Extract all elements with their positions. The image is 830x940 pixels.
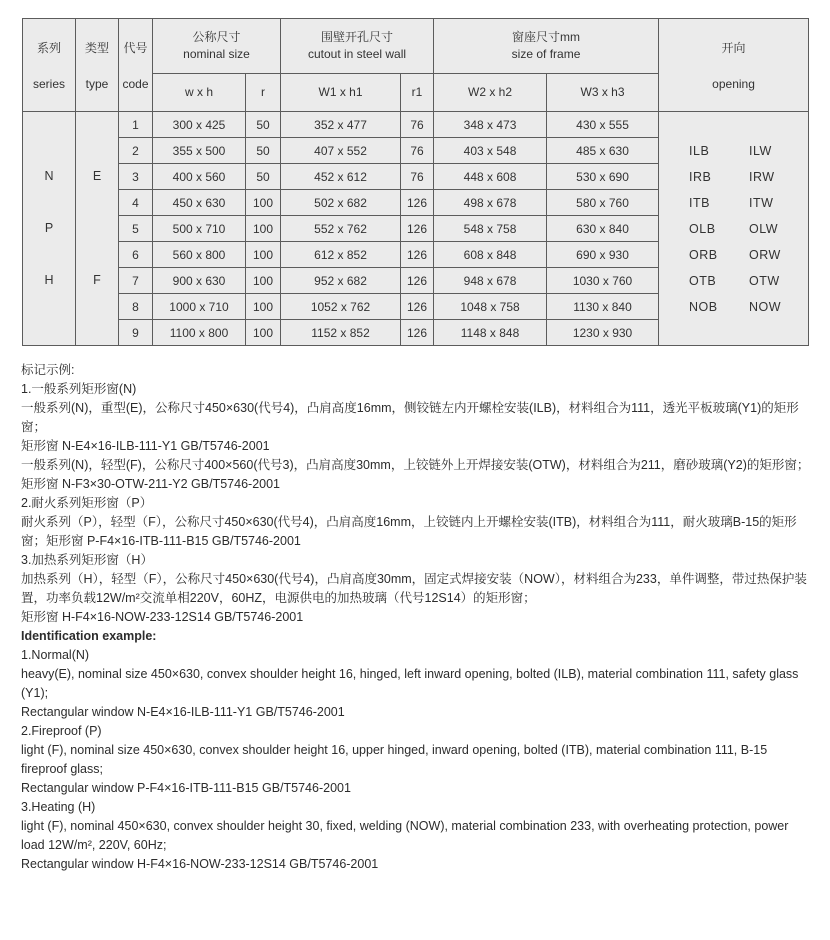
opening-code: ITW bbox=[749, 196, 774, 210]
cell-r1: 126 bbox=[401, 242, 434, 268]
note-line-en: Rectangular window N-E4×16-ILB-111-Y1 GB/T5746-2001 bbox=[21, 705, 345, 719]
cell-r: 100 bbox=[246, 190, 281, 216]
header-code-zh: 代号 bbox=[123, 41, 148, 56]
opening-code: IRW bbox=[749, 170, 775, 184]
cell-wh: 500 x 710 bbox=[153, 216, 246, 242]
opening-code: OLW bbox=[749, 222, 779, 236]
cell-r1: 76 bbox=[401, 112, 434, 138]
opening-code: OLB bbox=[689, 222, 716, 236]
type-cell bbox=[76, 112, 119, 346]
cell-code: 4 bbox=[119, 190, 153, 216]
cell-w1h1: 952 x 682 bbox=[281, 268, 401, 294]
opening-code: OTW bbox=[749, 274, 780, 288]
cell-r1: 126 bbox=[401, 216, 434, 242]
note-line-zh: 标记示例: bbox=[21, 363, 75, 377]
cell-w3h3: 1230 x 930 bbox=[547, 320, 659, 346]
cell-w2h2: 948 x 678 bbox=[434, 268, 547, 294]
header-frame-zh: 窗座尺寸mm bbox=[512, 29, 581, 44]
note-line-zh: 一般系列(N)，轻型(F)，公称尺寸400×560(代号3)，凸肩高度30mm，上铰链外上开焊接安装(OTW)，材料组合为211，磨砂玻璃(Y2)的矩形窗； bbox=[21, 458, 810, 472]
note-line-zh: 3.加热系列矩形窗（H） bbox=[21, 553, 153, 567]
note-line-en: Rectangular window H-F4×16-NOW-233-12S14 GB/T5746-2001 bbox=[21, 857, 379, 871]
opening-code: NOB bbox=[689, 300, 718, 314]
cell-code: 7 bbox=[119, 268, 153, 294]
cell-w1h1: 1152 x 852 bbox=[281, 320, 401, 346]
opening-code: OTB bbox=[689, 274, 717, 288]
cell-wh: 300 x 425 bbox=[153, 112, 246, 138]
table-header-row-groups bbox=[23, 19, 809, 74]
header-nominal-zh: 公称尺寸 bbox=[192, 29, 241, 44]
cell-w1h1: 352 x 477 bbox=[281, 112, 401, 138]
subheader-r: r bbox=[246, 73, 281, 111]
note-line-zh: 2.耐火系列矩形窗（P） bbox=[21, 496, 153, 510]
header-frame-size bbox=[434, 19, 659, 74]
header-series-zh: 系列 bbox=[36, 41, 61, 56]
cell-wh: 355 x 500 bbox=[153, 138, 246, 164]
header-opening bbox=[659, 19, 809, 112]
cell-w2h2: 608 x 848 bbox=[434, 242, 547, 268]
cell-wh: 560 x 800 bbox=[153, 242, 246, 268]
cell-code: 1 bbox=[119, 112, 153, 138]
opening-code: IRB bbox=[689, 170, 712, 184]
header-cutout bbox=[281, 19, 434, 74]
series-label-h: H bbox=[44, 273, 54, 287]
opening-code: ILW bbox=[749, 144, 772, 158]
cell-r: 50 bbox=[246, 112, 281, 138]
window-spec-table bbox=[22, 18, 809, 346]
note-line-en: light (F), nominal size 450×630, convex shoulder height 16, upper hinged, inward opening, bolted (ITB), material combination 111, B-15 fireproof glass; bbox=[21, 743, 768, 776]
note-line-zh: 加热系列（H），轻型（F），公称尺寸450×630(代号4)，凸肩高度30mm，固定式焊接安装（NOW），材料组合为233，单件调整，带过热保护装置，功率负载12W/m²交流单相220V，60HZ，电源供电的加热玻璃（代号12S14）的矩形窗； bbox=[21, 572, 807, 605]
cell-r1: 126 bbox=[401, 268, 434, 294]
cell-w3h3: 530 x 690 bbox=[547, 164, 659, 190]
cell-r: 100 bbox=[246, 242, 281, 268]
header-cutout-zh: 围壁开孔尺寸 bbox=[321, 29, 394, 44]
note-line-en: 2.Fireproof (P) bbox=[21, 724, 102, 738]
cell-w2h2: 1048 x 758 bbox=[434, 294, 547, 320]
note-line-en: light (F), nominal 450×630, convex shoulder height 30, fixed, welding (NOW), material combination 233, with overheating protection, power load 12W/m², 220V, 60Hz; bbox=[21, 819, 789, 852]
cell-w2h2: 403 x 548 bbox=[434, 138, 547, 164]
note-line-en: Rectangular window P-F4×16-ITB-111-B15 GB/T5746-2001 bbox=[21, 781, 351, 795]
cell-w2h2: 448 x 608 bbox=[434, 164, 547, 190]
note-line-zh: 矩形窗 N-F3×30-OTW-211-Y2 GB/T5746-2001 bbox=[21, 477, 281, 491]
cell-wh: 1000 x 710 bbox=[153, 294, 246, 320]
header-type-zh: 类型 bbox=[84, 41, 109, 56]
notes-section bbox=[21, 361, 813, 874]
header-nominal-en: nominal size bbox=[183, 46, 250, 61]
series-label-p: P bbox=[44, 221, 54, 235]
cell-w1h1: 612 x 852 bbox=[281, 242, 401, 268]
opening-bolted-list bbox=[689, 138, 718, 320]
cell-w3h3: 580 x 760 bbox=[547, 190, 659, 216]
cell-w3h3: 485 x 630 bbox=[547, 138, 659, 164]
opening-code: ORB bbox=[689, 248, 718, 262]
cell-w2h2: 348 x 473 bbox=[434, 112, 547, 138]
cell-w1h1: 407 x 552 bbox=[281, 138, 401, 164]
cell-wh: 400 x 560 bbox=[153, 164, 246, 190]
cell-w3h3: 430 x 555 bbox=[547, 112, 659, 138]
cell-r1: 76 bbox=[401, 138, 434, 164]
header-type bbox=[76, 19, 119, 112]
note-line-en: heavy(E), nominal size 450×630, convex shoulder height 16, hinged, left inward opening, bolted (ILB), material combination 111, safety glass (Y1); bbox=[21, 667, 799, 700]
cell-wh: 1100 x 800 bbox=[153, 320, 246, 346]
note-line-zh: 矩形窗 H-F4×16-NOW-233-12S14 GB/T5746-2001 bbox=[21, 610, 304, 624]
cell-wh: 450 x 630 bbox=[153, 190, 246, 216]
header-cutout-en: cutout in steel wall bbox=[307, 46, 407, 61]
header-opening-zh: 开向 bbox=[721, 41, 746, 56]
cell-w2h2: 1148 x 848 bbox=[434, 320, 547, 346]
cell-w1h1: 552 x 762 bbox=[281, 216, 401, 242]
cell-code: 5 bbox=[119, 216, 153, 242]
cell-code: 6 bbox=[119, 242, 153, 268]
cell-r: 100 bbox=[246, 294, 281, 320]
cell-w2h2: 548 x 758 bbox=[434, 216, 547, 242]
cell-r: 100 bbox=[246, 320, 281, 346]
type-label-e: E bbox=[92, 169, 102, 183]
header-type-en: type bbox=[85, 76, 109, 91]
header-code-en: code bbox=[122, 76, 149, 91]
cell-w1h1: 502 x 682 bbox=[281, 190, 401, 216]
subheader-wxh: w x h bbox=[153, 73, 246, 111]
note-line-en: 1.Normal(N) bbox=[21, 648, 90, 662]
series-label-n: N bbox=[44, 169, 54, 183]
header-series-en: series bbox=[32, 76, 65, 91]
note-line-zh: 耐火系列（P），轻型（F），公称尺寸450×630(代号4)，凸肩高度16mm，上铰链内上开螺栓安装(ITB)，材料组合为111，耐火玻璃B-15的矩形窗；矩形窗 P-F4×16-ITB-111-B15 GB/T5746-2001 bbox=[21, 515, 797, 548]
cell-r: 100 bbox=[246, 268, 281, 294]
cell-r: 50 bbox=[246, 138, 281, 164]
cell-w2h2: 498 x 678 bbox=[434, 190, 547, 216]
cell-w3h3: 690 x 930 bbox=[547, 242, 659, 268]
cell-r1: 126 bbox=[401, 190, 434, 216]
cell-wh: 900 x 630 bbox=[153, 268, 246, 294]
cell-r1: 126 bbox=[401, 320, 434, 346]
cell-code: 8 bbox=[119, 294, 153, 320]
cell-w3h3: 1130 x 840 bbox=[547, 294, 659, 320]
header-series bbox=[23, 19, 76, 112]
table-row bbox=[23, 112, 809, 138]
header-code bbox=[119, 19, 153, 112]
cell-r: 50 bbox=[246, 164, 281, 190]
cell-r1: 126 bbox=[401, 294, 434, 320]
header-opening-en: opening bbox=[712, 76, 755, 91]
cell-r: 100 bbox=[246, 216, 281, 242]
subheader-w3h3: W3 x h3 bbox=[547, 73, 659, 111]
opening-code: ORW bbox=[749, 248, 781, 262]
cell-code: 3 bbox=[119, 164, 153, 190]
opening-cell bbox=[659, 112, 809, 346]
cell-w3h3: 1030 x 760 bbox=[547, 268, 659, 294]
note-line-zh: 一般系列(N)，重型(E)，公称尺寸450×630(代号4)，凸肩高度16mm，侧铰链左内开螺栓安装(ILB)，材料组合为111，透光平板玻璃(Y1)的矩形窗； bbox=[21, 401, 799, 434]
opening-code: NOW bbox=[749, 300, 782, 314]
series-cell bbox=[23, 112, 76, 346]
subheader-w1h1: W1 x h1 bbox=[281, 73, 401, 111]
cell-code: 9 bbox=[119, 320, 153, 346]
note-line-zh: 1.一般系列矩形窗(N) bbox=[21, 382, 137, 396]
cell-r1: 76 bbox=[401, 164, 434, 190]
cell-w3h3: 630 x 840 bbox=[547, 216, 659, 242]
opening-welded-list bbox=[749, 138, 781, 320]
subheader-r1: r1 bbox=[401, 73, 434, 111]
note-line-en-heading: Identification example: bbox=[21, 629, 157, 643]
opening-code: ITB bbox=[689, 196, 710, 210]
header-frame-en: size of frame bbox=[511, 46, 581, 61]
cell-w1h1: 452 x 612 bbox=[281, 164, 401, 190]
note-line-en: 3.Heating (H) bbox=[21, 800, 96, 814]
header-nominal-size bbox=[153, 19, 281, 74]
cell-w1h1: 1052 x 762 bbox=[281, 294, 401, 320]
note-line-zh: 矩形窗 N-E4×16-ILB-111-Y1 GB/T5746-2001 bbox=[21, 439, 270, 453]
type-label-f: F bbox=[93, 273, 101, 287]
opening-code: ILB bbox=[689, 144, 710, 158]
cell-code: 2 bbox=[119, 138, 153, 164]
subheader-w2h2: W2 x h2 bbox=[434, 73, 547, 111]
